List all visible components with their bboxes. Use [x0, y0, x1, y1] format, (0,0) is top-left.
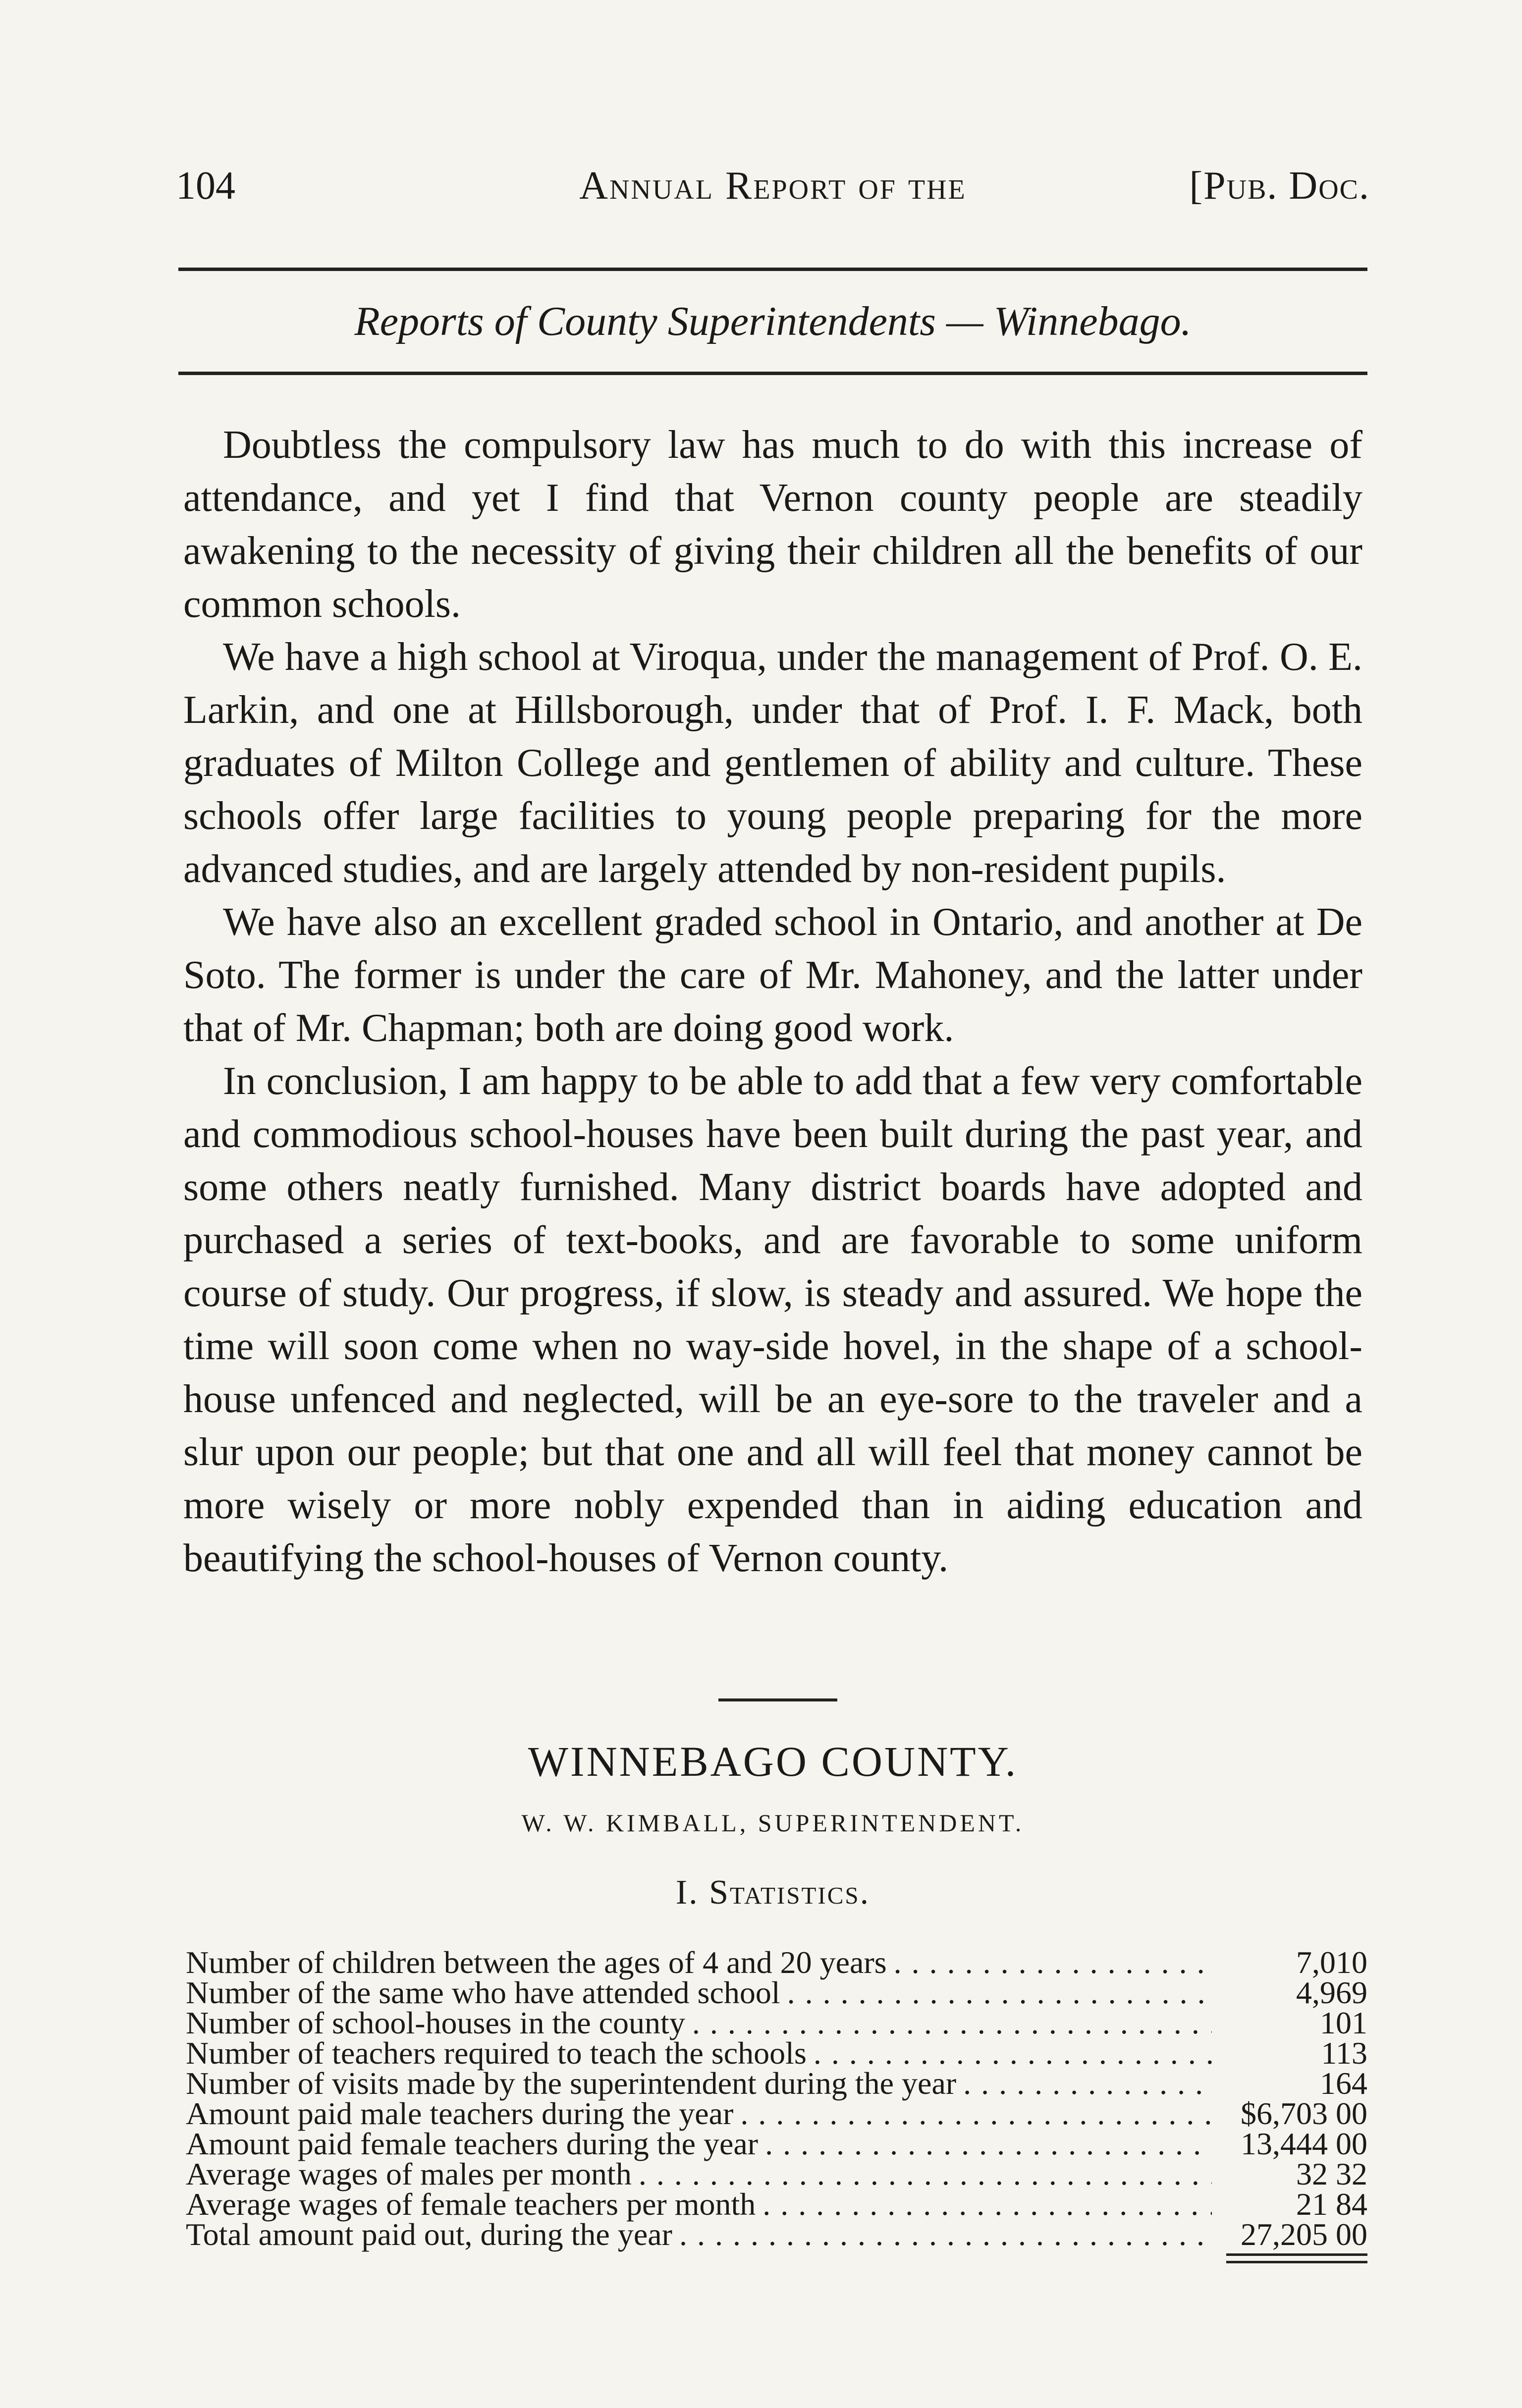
stat-value: 101 — [1320, 2005, 1367, 2040]
paragraph: Doubtless the compulsory law has much to do with this increase of attendance, and yet I find that Vernon county people are steadily awakening to the necessity of giving their children all the benefits of our common schools. — [183, 423, 1362, 626]
stat-row — [186, 1945, 1367, 1980]
statistics-table — [186, 1945, 1367, 2252]
body-text — [183, 419, 1362, 1585]
stat-label: Number of school-houses in the county — [186, 2005, 685, 2040]
stat-row — [186, 2187, 1367, 2222]
stat-value: $6,703 00 — [1241, 2096, 1367, 2131]
leader-dots — [762, 2189, 1212, 2219]
leader-dots — [765, 2129, 1212, 2159]
section-subtitle: Reports of County Superintendents — Winnebago. — [354, 298, 1192, 344]
stat-row — [186, 2066, 1367, 2101]
stat-label: Number of the same who have attended school — [186, 1975, 780, 2010]
stat-label: Average wages of males per month — [186, 2156, 632, 2191]
header-rule-top — [178, 268, 1367, 271]
stat-label: Number of teachers required to teach the schools — [186, 2035, 807, 2071]
stat-label: Amount paid male teachers during the year — [186, 2096, 734, 2131]
document-label: [Pub. Doc. — [1189, 164, 1370, 208]
stat-row — [186, 2098, 1367, 2129]
leader-dots — [787, 1977, 1212, 2008]
stat-row — [186, 2126, 1367, 2161]
paragraph: We have also an excellent graded school in Ontario, and another at De Soto. The former is under the care of Mr. Mahoney, and the latter under that of Mr. Chapman; both are doing good work. — [183, 900, 1362, 1050]
stat-label: Number of visits made by the superintendent during the year — [186, 2066, 957, 2101]
leader-dots — [963, 2068, 1212, 2098]
stat-row — [186, 2156, 1367, 2191]
leader-dots — [894, 1947, 1212, 1977]
stat-value: 4,969 — [1296, 1975, 1367, 2010]
stat-value: 32 32 — [1296, 2156, 1367, 2191]
stat-value: 113 — [1321, 2035, 1367, 2071]
running-title: Annual Report of the — [579, 164, 967, 208]
stat-label: Amount paid female teachers during the year — [186, 2126, 759, 2161]
superintendent-line: W. W. KIMBALL, SUPERINTENDENT. — [521, 1809, 1025, 1837]
paragraph: In conclusion, I am happy to be able to add that a few very comfortable and commodious school-houses have been built during the past year, and some others neatly furnished. Many district boards have adopted and purchased a series of text-books, and are favorable to some uniform course of study. Our progress, if slow, is steady and assured. We hope the time will soon come when no way-side hovel, in the shape of a school-house unfenced and neglected, will be an eye-sore to the traveler and a slur upon our people; but that one and all will feel that money cannot be more wisely or more nobly expended than in aiding education and beautifying the school-houses of Vernon county. — [183, 1059, 1362, 1580]
stat-label: Average wages of female teachers per month — [186, 2187, 756, 2222]
section-divider — [718, 1698, 837, 1701]
stat-value: 164 — [1320, 2066, 1367, 2101]
stat-row — [186, 2035, 1367, 2071]
leader-dots — [639, 2159, 1212, 2189]
statistics-heading: I. Statistics. — [675, 1873, 870, 1912]
stat-value: 13,444 00 — [1241, 2126, 1367, 2161]
paragraph: We have a high school at Viroqua, under the management of Prof. O. E. Larkin, and one at Hillsborough, under that of Prof. I. F. Mack, both graduates of Milton College and gentlemen of ability and culture. These schools offer large facilities to young people preparing for the more advanced studies, and are largely attended by non-resident pupils. — [183, 635, 1362, 891]
stat-row-total — [186, 2217, 1367, 2252]
page-header — [176, 164, 1370, 218]
header-rule-bottom — [178, 372, 1367, 375]
leader-dots — [679, 2219, 1212, 2249]
stat-value: 21 84 — [1296, 2187, 1367, 2222]
leader-dots — [692, 2008, 1212, 2038]
page-number: 104 — [176, 164, 235, 208]
stat-row — [186, 1977, 1367, 2008]
stat-label: Number of children between the ages of 4 and 20 years — [186, 1945, 887, 1980]
total-double-rule — [1226, 2253, 1367, 2263]
stat-row — [186, 2005, 1367, 2040]
leader-dots — [740, 2098, 1212, 2129]
county-heading: WINNEBAGO COUNTY. — [528, 1738, 1018, 1785]
stat-value: 27,205 00 — [1241, 2217, 1367, 2252]
stat-value: 7,010 — [1296, 1945, 1367, 1980]
stat-label: Total amount paid out, during the year — [186, 2217, 672, 2252]
leader-dots — [814, 2038, 1212, 2068]
